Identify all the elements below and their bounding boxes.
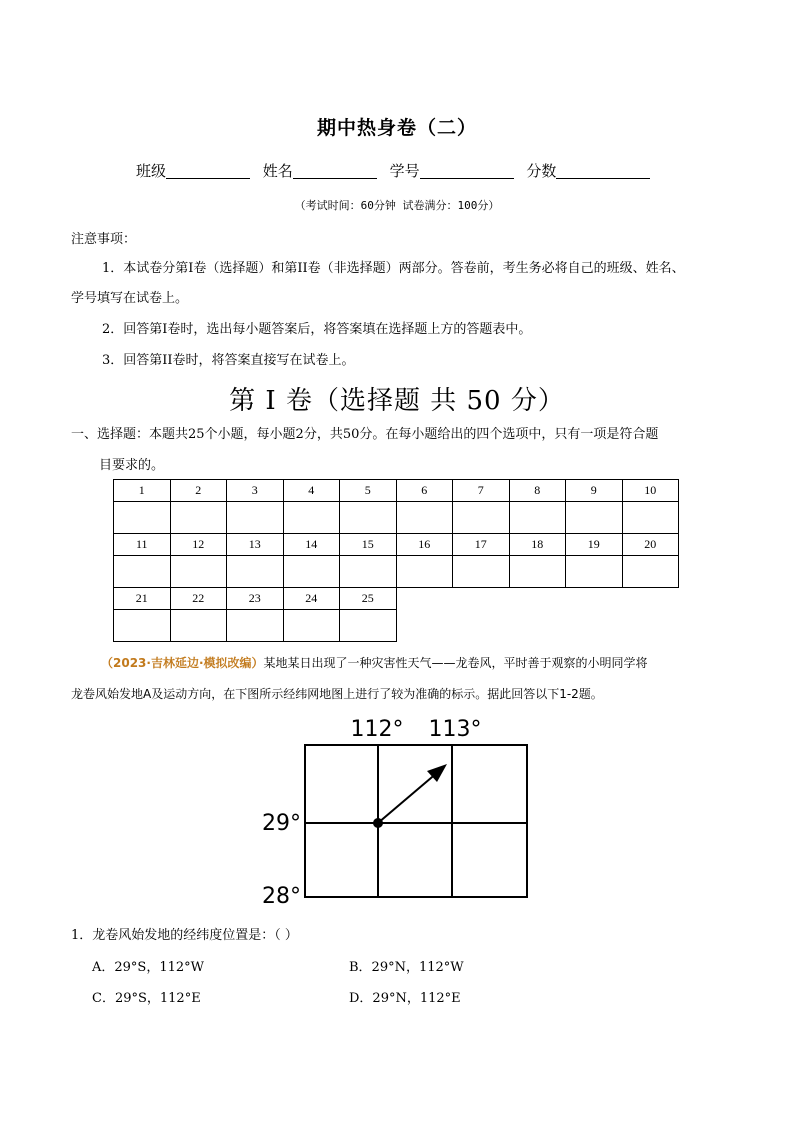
movement-arrow — [378, 772, 438, 823]
source-line — [101, 654, 648, 672]
note-item: 学号填写在试卷上。 — [71, 291, 189, 306]
answer-cell[interactable] — [227, 502, 284, 534]
answer-number: 8 — [509, 480, 566, 502]
answer-number: 23 — [227, 588, 284, 610]
number-field[interactable] — [420, 162, 514, 179]
source-tag: （2023·吉林延边·模拟改编） — [101, 656, 264, 670]
question-stem: 1．龙卷风始发地的经纬度位置是：（ ） — [71, 928, 298, 943]
answer-cell[interactable] — [283, 610, 340, 642]
option-c[interactable]: C．29°S，112°E — [92, 991, 201, 1006]
answer-number: 20 — [622, 534, 679, 556]
section-title: 第 I 卷（选择题 共 50 分） — [229, 386, 565, 416]
page-title: 期中热身卷（二） — [316, 117, 477, 139]
answer-cell[interactable] — [340, 556, 397, 588]
answer-number: 6 — [396, 480, 453, 502]
option-b[interactable]: B．29°N，112°W — [349, 960, 464, 975]
answer-cell[interactable] — [453, 502, 510, 534]
answer-number: 25 — [340, 588, 397, 610]
answer-cell[interactable] — [227, 610, 284, 642]
answer-number: 15 — [340, 534, 397, 556]
lat-lon-grid-figure — [262, 708, 537, 908]
question-intro: 目要求的。 — [99, 458, 165, 473]
answer-cell[interactable] — [622, 502, 679, 534]
source-text: 某地某日出现了一种灾害性天气——龙卷风，平时善于观察的小明同学将 — [263, 656, 648, 670]
answer-cell[interactable] — [453, 556, 510, 588]
answer-number: 14 — [283, 534, 340, 556]
question-intro: 一、选择题：本题共25个小题，每小题2分，共50分。在每小题给出的四个选项中，只有一项是符合题 — [71, 427, 659, 442]
answer-cell[interactable] — [340, 502, 397, 534]
notes-heading: 注意事项： — [71, 232, 137, 247]
answer-number: 21 — [114, 588, 171, 610]
class-field[interactable] — [166, 162, 250, 179]
answer-number: 22 — [170, 588, 227, 610]
answer-number: 1 — [114, 480, 171, 502]
answer-cell[interactable] — [170, 556, 227, 588]
answer-number: 4 — [283, 480, 340, 502]
answer-number: 7 — [453, 480, 510, 502]
answer-number: 16 — [396, 534, 453, 556]
option-a[interactable]: A．29°S，112°W — [92, 960, 205, 975]
answer-number: 17 — [453, 534, 510, 556]
name-label: 姓名 — [262, 162, 293, 180]
note-item: 2．回答第I卷时，选出每小题答案后，将答案填在选择题上方的答题表中。 — [102, 322, 532, 337]
answer-cell[interactable] — [396, 556, 453, 588]
answer-cell[interactable] — [509, 556, 566, 588]
longitude-label: 113° — [428, 717, 482, 742]
number-label: 学号 — [389, 162, 420, 180]
source-text: 龙卷风始发地A及运动方向，在下图所示经纬网地图上进行了较为准确的标示。据此回答以下1-2题。 — [71, 687, 603, 701]
answer-number: 10 — [622, 480, 679, 502]
name-field[interactable] — [293, 162, 377, 179]
answer-cell[interactable] — [509, 502, 566, 534]
answer-cell[interactable] — [396, 502, 453, 534]
answer-cell[interactable] — [283, 502, 340, 534]
answer-number: 19 — [566, 534, 623, 556]
answer-table — [113, 479, 679, 642]
score-field[interactable] — [556, 162, 650, 179]
answer-cell[interactable] — [170, 610, 227, 642]
answer-cell[interactable] — [622, 556, 679, 588]
class-label: 班级 — [136, 162, 167, 180]
answer-number: 13 — [227, 534, 284, 556]
answer-cell[interactable] — [566, 502, 623, 534]
latitude-label: 28° — [262, 884, 301, 908]
answer-cell[interactable] — [114, 556, 171, 588]
student-info-row — [136, 160, 658, 181]
answer-cell[interactable] — [283, 556, 340, 588]
answer-number: 2 — [170, 480, 227, 502]
option-d[interactable]: D．29°N，112°E — [349, 991, 461, 1006]
answer-number: 5 — [340, 480, 397, 502]
answer-number: 3 — [227, 480, 284, 502]
answer-cell[interactable] — [566, 556, 623, 588]
exam-time-note: （考试时间：60分钟 试卷满分：100分） — [294, 199, 500, 212]
answer-number: 18 — [509, 534, 566, 556]
answer-cell[interactable] — [227, 556, 284, 588]
score-label: 分数 — [526, 162, 557, 180]
answer-cell[interactable] — [114, 610, 171, 642]
answer-cell[interactable] — [114, 502, 171, 534]
answer-number: 24 — [283, 588, 340, 610]
note-item: 3．回答第II卷时，将答案直接写在试卷上。 — [102, 353, 355, 368]
answer-number: 12 — [170, 534, 227, 556]
answer-number: 11 — [114, 534, 171, 556]
answer-cell[interactable] — [340, 610, 397, 642]
longitude-label: 112° — [350, 717, 404, 742]
answer-number: 9 — [566, 480, 623, 502]
origin-point — [373, 818, 383, 828]
answer-cell[interactable] — [170, 502, 227, 534]
note-item: 1．本试卷分第I卷（选择题）和第II卷（非选择题）两部分。答卷前，考生务必将自己的班级、姓名、 — [102, 261, 685, 276]
latitude-label: 29° — [262, 811, 301, 836]
grid-border — [305, 745, 527, 897]
